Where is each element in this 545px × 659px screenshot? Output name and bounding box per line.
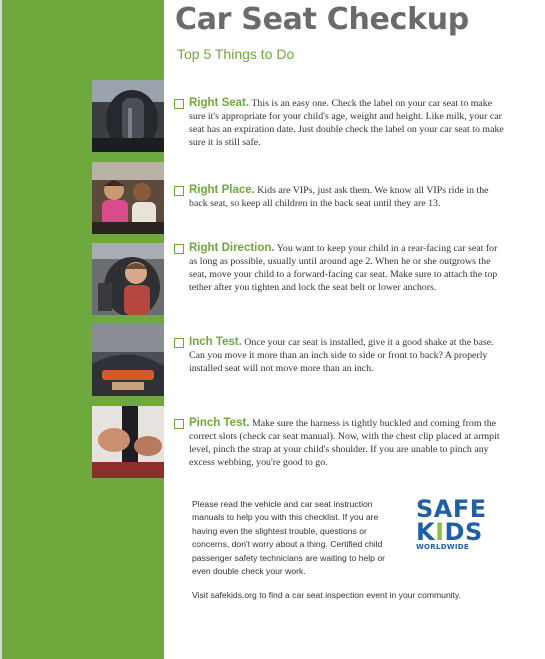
- checkbox[interactable]: [174, 244, 184, 254]
- photo-pinch-test: [92, 406, 164, 478]
- item-body: Make sure the harness is tightly buckled and coming from the correct slots (check car seat manual). Now, with the chest clip placed at armpit level, pinch the strap at your child's shoulder. If you are unable to pinch any excess webbing, you're good to go.: [189, 418, 500, 468]
- checklist-item-right-seat: [174, 97, 504, 149]
- page-subtitle: Top 5 Things to Do: [177, 46, 295, 62]
- item-heading: Right Place.: [189, 184, 255, 196]
- checklist-item-inch-test: [174, 336, 504, 375]
- item-heading: Inch Test.: [189, 336, 242, 348]
- checklist-item-pinch-test: [174, 417, 504, 469]
- photo-inch-test: [92, 324, 164, 396]
- checkbox[interactable]: [174, 419, 184, 429]
- instructions-paragraph: Please read the vehicle and car seat instruction manuals to help you with this checklist. If you are having even the slightest trouble, questions or concerns, don't worry about a thing. Certified child passenger safety technicians are waiting to help or even double check your work.: [192, 499, 385, 577]
- page-title: Car Seat Checkup: [175, 2, 469, 37]
- checkbox[interactable]: [174, 186, 184, 196]
- item-heading: Right Seat.: [189, 97, 250, 109]
- checkbox[interactable]: [174, 338, 184, 348]
- item-heading: Right Direction.: [189, 242, 275, 254]
- photo-right-direction: [92, 243, 164, 315]
- photo-right-place: [92, 162, 164, 234]
- item-heading: Pinch Test.: [189, 417, 250, 429]
- item-body: This is an easy one. Check the label on your car seat to make sure it's appropriate for your child's age, weight and height. Like milk, your car seat has an expiration date. Just double check the label on your car seat to make sure it is still safe.: [189, 98, 504, 148]
- checklist-item-right-place: [174, 184, 504, 210]
- visit-note: Visit safekids.org to find a car seat inspection event in your community.: [192, 590, 462, 600]
- safe-kids-logo: [416, 497, 496, 551]
- item-body: You want to keep your child in a rear-facing car seat for as long as possible, usually until around age 2. When he or she outgrows the seat, move your child to a forward-facing car seat. Make sure to attach the top tether after you tighten and lock the seat belt or lower anchors.: [189, 243, 498, 293]
- logo-safe-text: SAFE: [416, 495, 487, 523]
- logo-kids-text: KIDS: [416, 518, 483, 546]
- photo-right-seat: [92, 80, 164, 152]
- item-body: Once your car seat is installed, give it a good shake at the base. Can you move it more than an inch side to side or front to back? A properly installed seat will not move more than an inch.: [189, 337, 494, 374]
- logo-worldwide-text: WORLDWIDE: [416, 543, 469, 551]
- checkbox[interactable]: [174, 99, 184, 109]
- checklist-item-right-direction: [174, 242, 504, 294]
- item-body: Kids are VIPs, just ask them. We know all VIPs ride in the back seat, so keep all children in the back seat until they are 13.: [189, 185, 489, 209]
- page-edge: [0, 0, 2, 659]
